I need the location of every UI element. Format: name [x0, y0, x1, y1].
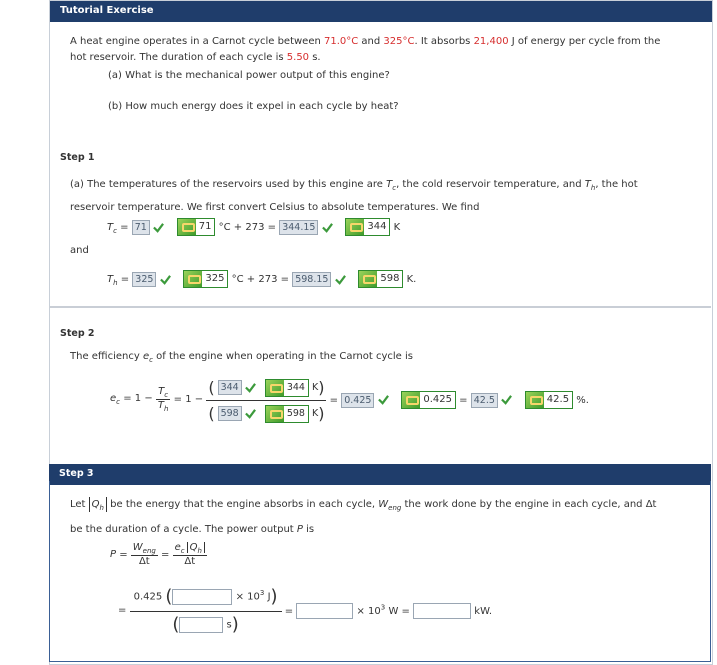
- step3-line: the work done by the engine in each cycle, and Δt: [401, 499, 657, 510]
- th-row: $T_h = 325$ 325 °C + 273 = 598.15 598 K.: [107, 270, 416, 288]
- joule-unit: J: [267, 591, 271, 603]
- step3-label: Step 3: [59, 468, 94, 479]
- question-a: (a) What is the mechanical power output of this engine?: [108, 70, 390, 81]
- den-solution: [265, 405, 309, 423]
- exponent: 3: [259, 589, 265, 598]
- tc-symbol: T: [158, 386, 165, 397]
- eff-value: 0.425: [133, 591, 163, 603]
- key-icon: [266, 380, 284, 396]
- percent-unit: %.: [576, 394, 589, 406]
- tc-subscript: c: [392, 184, 397, 192]
- th-sum-solution: [358, 270, 403, 288]
- step3-line: be the energy that the engine absorbs in each cycle,: [106, 499, 379, 510]
- w-subscript: eng: [388, 504, 402, 512]
- pct-solution: [525, 391, 573, 409]
- th-solution-value: 325: [205, 273, 225, 284]
- step1-text: [70, 175, 670, 217]
- q-symbol: Q: [91, 499, 100, 510]
- check-icon: [322, 222, 333, 233]
- key-icon: [402, 392, 420, 408]
- kelvin-unit: K: [312, 382, 319, 393]
- power-fraction: $\frac{0.425 ( \times 10^3 J)}{( s)}$: [130, 586, 282, 635]
- th-subscript: h: [164, 405, 169, 413]
- w-symbol: W: [378, 499, 389, 510]
- step3-box: [49, 481, 711, 662]
- p-symbol: P: [110, 549, 117, 560]
- num-input[interactable]: 344: [218, 380, 242, 395]
- and-text: and: [70, 245, 89, 256]
- step2-line: of the engine when operating in the Carnot cycle is: [152, 351, 413, 362]
- problem-text: A heat engine operates in a Carnot cycle between: [70, 36, 324, 47]
- delta-t: Δt: [138, 556, 150, 567]
- kelvin-unit: K.: [406, 274, 417, 285]
- pct-input[interactable]: 42.5: [471, 393, 498, 408]
- q-subscript: h: [197, 547, 202, 555]
- eff-solution: [401, 391, 456, 409]
- divider: [49, 306, 711, 308]
- kilowatt-unit: kW.: [474, 605, 492, 617]
- problem-text: . It absorbs: [414, 36, 474, 47]
- th-sum-input[interactable]: 598.15: [292, 272, 331, 287]
- eff-solution-value: 0.425: [423, 393, 452, 405]
- th-subscript: h: [113, 279, 118, 287]
- check-icon: [245, 408, 256, 419]
- check-icon: [378, 394, 389, 405]
- e-subscript: c: [149, 356, 153, 364]
- key-icon: [184, 271, 202, 287]
- kelvin-unit: K: [393, 222, 401, 233]
- tc-row: $T_c = 71$ 71 °C + 273 = 344.15 344 K: [107, 218, 400, 236]
- tc-solution-value: 71: [198, 221, 212, 232]
- efficiency-equation: $e_c = 1$ − $\frac{T_c}{T_h}$ = 1 − $\frac{( 344 344 K)}{( 598 598 K)}$ = 0.425 0.425 = 42.5 42.5 %.: [110, 378, 589, 423]
- tc-solution: [177, 218, 216, 236]
- tc-sum-input[interactable]: 344.15: [279, 220, 318, 235]
- th-symbol: T: [584, 179, 591, 190]
- tc-over-th: [156, 386, 171, 413]
- e-subscript: c: [180, 547, 185, 555]
- th-subscript: h: [590, 184, 596, 192]
- problem-text: J of energy per cycle from the: [508, 36, 661, 47]
- key-icon: [359, 271, 377, 287]
- step1-line: , the hot: [595, 179, 638, 190]
- tc-subscript: c: [113, 227, 117, 235]
- num-solution-value: 344: [286, 381, 305, 393]
- check-icon: [160, 274, 171, 285]
- key-icon: [526, 392, 544, 408]
- duration-value: 5.50: [286, 52, 310, 63]
- times-ten: × 10: [356, 605, 381, 617]
- step1-line: (a) The temperatures of the reservoirs used by this engine are: [70, 179, 387, 190]
- one: 1: [134, 393, 142, 404]
- problem-text: and: [358, 36, 384, 47]
- times-ten: × 10: [235, 591, 260, 603]
- th-final: 598: [380, 273, 400, 284]
- step1-line: , the cold reservoir temperature, and: [396, 179, 585, 190]
- th-symbol: T: [107, 274, 114, 285]
- e-symbol: e: [174, 542, 181, 553]
- header-bar: [50, 1, 712, 22]
- check-icon: [245, 382, 256, 393]
- e-subscript: c: [116, 398, 121, 406]
- tc-subscript: c: [164, 391, 169, 399]
- w-subscript: eng: [142, 547, 156, 555]
- key-icon: [178, 219, 196, 235]
- step1-line: reservoir temperature. We first convert Celsius to absolute temperatures. We find: [70, 202, 480, 213]
- e-symbol: e: [142, 351, 150, 362]
- th-symbol: T: [157, 400, 164, 411]
- cold-temp: 71.0°C: [324, 36, 359, 47]
- tc-symbol: T: [107, 222, 114, 233]
- key-icon: [346, 219, 364, 235]
- celsius-plus: °C + 273 =: [231, 274, 289, 285]
- check-icon: [501, 394, 512, 405]
- num-solution: [265, 379, 309, 397]
- problem-statement: [70, 34, 680, 66]
- delta-t: Δt: [184, 556, 196, 567]
- den-input[interactable]: 598: [218, 406, 242, 421]
- header-title: Tutorial Exercise: [60, 5, 154, 16]
- tc-input[interactable]: 71: [132, 220, 150, 235]
- tc-symbol: T: [386, 179, 393, 190]
- hot-temp: 325°C: [383, 36, 415, 47]
- one: 1: [185, 394, 192, 405]
- step2-line: The efficiency: [70, 351, 143, 362]
- numeric-fraction: $\frac{( 344 344 K)}{( 598 598 K)}$: [208, 378, 325, 423]
- den-solution-value: 598: [286, 407, 305, 419]
- tc-final: 344: [367, 221, 387, 232]
- question-b: (b) How much energy does it expel in each cycle by heat?: [108, 101, 399, 112]
- kelvin-unit: K: [312, 408, 319, 419]
- step2-label: Step 2: [60, 328, 95, 339]
- step2-text: [70, 351, 413, 364]
- problem-text: s.: [309, 52, 321, 63]
- p-symbol: P: [296, 524, 303, 535]
- eff-input[interactable]: 0.425: [341, 393, 374, 408]
- key-icon: [266, 406, 284, 422]
- tc-sum-solution: [345, 218, 390, 236]
- step3-line: be the duration of a cycle. The power output: [70, 524, 297, 535]
- q-symbol: Q: [189, 542, 198, 553]
- energy-value: 21,400: [473, 36, 509, 47]
- check-icon: [335, 274, 346, 285]
- power-formula: P = $\frac{W_{eng}}{\Delta t}$ = $\frac{e_c Q_h}{\Delta t}$: [110, 542, 207, 567]
- th-solution: [183, 270, 228, 288]
- step3-line: Let: [70, 499, 86, 510]
- check-icon: [153, 222, 164, 233]
- step3-line: is: [302, 524, 315, 535]
- step1-label: Step 1: [60, 152, 95, 163]
- power-numeric: = $\frac{0.425 ( \times 10^3 J)}{( s)}$ = × $10^3$ W = kW.: [118, 586, 492, 635]
- q-subscript: h: [99, 504, 104, 512]
- second-unit: s: [226, 619, 232, 631]
- watt-unit: W =: [388, 605, 410, 617]
- w-symbol: W: [132, 542, 143, 553]
- celsius-plus: °C + 273 =: [218, 222, 277, 233]
- problem-text: hot reservoir. The duration of each cycle is: [70, 52, 287, 63]
- exponent: 3: [380, 603, 386, 612]
- e-symbol: e: [110, 393, 117, 404]
- pct-solution-value: 42.5: [546, 393, 570, 405]
- th-input[interactable]: 325: [132, 272, 156, 287]
